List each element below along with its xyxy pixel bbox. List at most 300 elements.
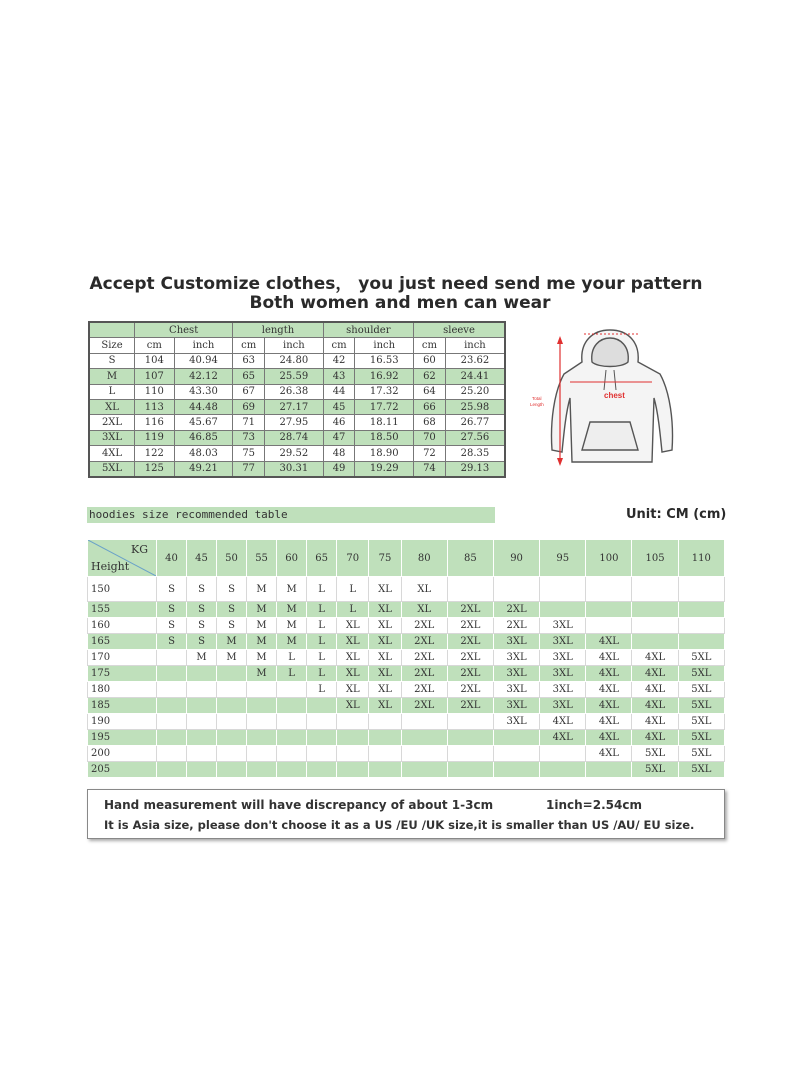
recommended-size-cell: [493, 762, 539, 778]
group-length: length: [233, 322, 323, 338]
notice-inch-conversion: 1inch=2.54cm: [546, 798, 642, 812]
group-sleeve: sleeve: [414, 322, 505, 338]
weight-header-cell: 100: [586, 540, 632, 577]
recommended-size-cell: 4XL: [586, 714, 632, 730]
size-row: [89, 461, 505, 477]
recommended-size-cell: 4XL: [632, 698, 678, 714]
recommended-size-cell: [277, 682, 307, 698]
size-value-cell: 68: [414, 415, 446, 430]
recommended-size-cell: [187, 698, 217, 714]
recommended-size-cell: [157, 762, 187, 778]
height-cell: 180: [88, 682, 157, 698]
recommended-size-cell: L: [337, 602, 369, 618]
recommended-size-cell: [540, 602, 586, 618]
size-value-cell: 67: [233, 384, 265, 399]
recommended-size-cell: 2XL: [447, 650, 493, 666]
recommended-size-cell: 3XL: [540, 666, 586, 682]
recommended-size-cell: S: [187, 618, 217, 634]
kg-height-corner: [88, 540, 157, 577]
recommended-size-cell: M: [247, 650, 277, 666]
size-subheader-cell: inch: [174, 338, 233, 353]
recommended-size-cell: [632, 618, 678, 634]
recommended-size-cell: 2XL: [401, 682, 447, 698]
recommended-size-cell: [187, 666, 217, 682]
weight-header-cell: 60: [277, 540, 307, 577]
recommended-size-cell: 2XL: [401, 618, 447, 634]
recommended-size-cell: [277, 762, 307, 778]
size-value-cell: 25.98: [445, 399, 505, 414]
size-value-cell: 69: [233, 399, 265, 414]
recommended-size-cell: [157, 682, 187, 698]
size-row: [89, 399, 505, 414]
recommended-size-cell: 4XL: [632, 682, 678, 698]
recommended-size-cell: [678, 602, 724, 618]
weight-header-cell: 85: [447, 540, 493, 577]
recommended-size-cell: 3XL: [493, 698, 539, 714]
recommended-size-cell: [401, 730, 447, 746]
recommended-size-cell: [540, 746, 586, 762]
recommended-size-cell: [447, 746, 493, 762]
weight-header-cell: 90: [493, 540, 539, 577]
size-value-cell: 44: [323, 384, 355, 399]
size-value-cell: 45: [323, 399, 355, 414]
height-label: Height: [91, 560, 130, 573]
recommended-size-cell: 2XL: [447, 682, 493, 698]
recommended-size-cell: 5XL: [678, 714, 724, 730]
size-subheader-cell: Size: [89, 338, 135, 353]
height-cell: 155: [88, 602, 157, 618]
size-table-subheader: [89, 338, 505, 353]
recommended-size-cell: XL: [369, 577, 401, 602]
recommended-size-cell: [247, 730, 277, 746]
size-value-cell: 27.56: [445, 430, 505, 445]
size-row: [89, 384, 505, 399]
recommended-size-cell: S: [157, 577, 187, 602]
recommended-size-cell: [447, 730, 493, 746]
size-value-cell: 125: [135, 461, 175, 477]
recommended-size-cell: 4XL: [632, 730, 678, 746]
size-name-cell: 2XL: [89, 415, 135, 430]
recommended-size-cell: 2XL: [447, 618, 493, 634]
recommended-size-cell: XL: [369, 618, 401, 634]
total-label: Total: [532, 396, 542, 401]
recommended-size-cell: L: [277, 650, 307, 666]
recommended-size-cell: [187, 682, 217, 698]
height-cell: 150: [88, 577, 157, 602]
weight-header-cell: 70: [337, 540, 369, 577]
recommended-size-cell: [632, 577, 678, 602]
recommended-size-cell: 5XL: [678, 650, 724, 666]
recommended-size-cell: [586, 602, 632, 618]
size-value-cell: 18.11: [355, 415, 414, 430]
recommended-size-cell: S: [217, 602, 247, 618]
weight-header-cell: 45: [187, 540, 217, 577]
size-value-cell: 26.38: [265, 384, 324, 399]
recommended-size-cell: [247, 698, 277, 714]
height-cell: 160: [88, 618, 157, 634]
recommended-size-cell: [217, 762, 247, 778]
recommended-size-cell: [632, 634, 678, 650]
recommended-size-cell: [632, 602, 678, 618]
size-value-cell: 45.67: [174, 415, 233, 430]
recommended-size-cell: 5XL: [678, 730, 724, 746]
weight-header-cell: 110: [678, 540, 724, 577]
recommended-size-cell: M: [217, 650, 247, 666]
recommended-size-cell: XL: [337, 618, 369, 634]
size-value-cell: 74: [414, 461, 446, 477]
recommended-size-cell: 3XL: [540, 698, 586, 714]
recommend-table: [87, 540, 725, 778]
recommended-size-cell: [493, 577, 539, 602]
height-cell: 190: [88, 714, 157, 730]
recommended-size-cell: [217, 746, 247, 762]
recommended-size-cell: 5XL: [632, 746, 678, 762]
size-name-cell: S: [89, 353, 135, 368]
recommended-size-cell: 3XL: [493, 714, 539, 730]
recommended-size-cell: [493, 746, 539, 762]
size-value-cell: 27.95: [265, 415, 324, 430]
recommended-size-cell: S: [157, 618, 187, 634]
recommended-size-cell: [447, 762, 493, 778]
recommended-size-cell: XL: [337, 682, 369, 698]
recommended-size-cell: XL: [369, 650, 401, 666]
recommended-size-cell: 4XL: [632, 714, 678, 730]
recommended-size-cell: 3XL: [493, 666, 539, 682]
recommended-size-cell: 4XL: [540, 730, 586, 746]
recommended-size-cell: [369, 730, 401, 746]
size-value-cell: 29.13: [445, 461, 505, 477]
recommended-size-cell: [277, 746, 307, 762]
recommended-size-cell: 2XL: [401, 666, 447, 682]
recommended-size-cell: XL: [337, 698, 369, 714]
recommended-size-cell: 3XL: [540, 618, 586, 634]
group-shoulder: shoulder: [323, 322, 413, 338]
size-subheader-cell: cm: [323, 338, 355, 353]
size-value-cell: 23.62: [445, 353, 505, 368]
recommended-size-cell: [447, 714, 493, 730]
recommended-size-cell: S: [217, 577, 247, 602]
recommended-size-cell: [247, 714, 277, 730]
kg-label: KG: [130, 543, 148, 556]
weight-header-cell: 105: [632, 540, 678, 577]
size-value-cell: 42: [323, 353, 355, 368]
recommended-size-cell: M: [247, 577, 277, 602]
recommend-row: [88, 698, 725, 714]
height-cell: 175: [88, 666, 157, 682]
length-label: Length: [530, 402, 544, 407]
recommended-size-cell: [217, 666, 247, 682]
unit-label: Unit: CM (cm): [626, 507, 727, 522]
size-value-cell: 48.03: [174, 446, 233, 461]
recommended-size-cell: [447, 577, 493, 602]
size-value-cell: 119: [135, 430, 175, 445]
size-value-cell: 113: [135, 399, 175, 414]
recommended-size-cell: 4XL: [586, 682, 632, 698]
recommended-size-cell: XL: [369, 666, 401, 682]
recommended-size-cell: 4XL: [632, 666, 678, 682]
recommended-size-cell: [307, 746, 337, 762]
recommended-size-cell: [678, 577, 724, 602]
recommended-size-cell: [540, 577, 586, 602]
size-value-cell: 62: [414, 369, 446, 384]
recommended-size-cell: 2XL: [493, 618, 539, 634]
recommended-size-cell: [247, 682, 277, 698]
recommended-size-cell: L: [307, 666, 337, 682]
height-cell: 170: [88, 650, 157, 666]
recommended-size-cell: M: [247, 666, 277, 682]
size-value-cell: 49.21: [174, 461, 233, 477]
recommended-size-cell: L: [307, 650, 337, 666]
size-value-cell: 28.35: [445, 446, 505, 461]
size-value-cell: 65: [233, 369, 265, 384]
size-value-cell: 77: [233, 461, 265, 477]
size-value-cell: 66: [414, 399, 446, 414]
recommended-size-cell: 4XL: [586, 650, 632, 666]
recommended-size-cell: XL: [369, 698, 401, 714]
recommended-size-cell: [337, 714, 369, 730]
recommended-size-cell: 2XL: [493, 602, 539, 618]
recommended-size-cell: 5XL: [632, 762, 678, 778]
recommended-size-cell: [277, 698, 307, 714]
recommended-size-cell: 4XL: [586, 634, 632, 650]
recommended-size-cell: S: [187, 602, 217, 618]
size-table-group-header: [89, 322, 505, 338]
size-value-cell: 25.59: [265, 369, 324, 384]
size-value-cell: 49: [323, 461, 355, 477]
size-value-cell: 42.12: [174, 369, 233, 384]
recommended-size-cell: 5XL: [678, 666, 724, 682]
size-subheader-cell: inch: [445, 338, 505, 353]
size-value-cell: 47: [323, 430, 355, 445]
size-value-cell: 26.77: [445, 415, 505, 430]
recommended-size-cell: L: [307, 682, 337, 698]
recommended-size-cell: [307, 762, 337, 778]
recommended-size-cell: [337, 746, 369, 762]
size-value-cell: 64: [414, 384, 446, 399]
recommended-size-cell: [586, 577, 632, 602]
recommended-size-cell: 5XL: [678, 746, 724, 762]
size-value-cell: 19.29: [355, 461, 414, 477]
size-value-cell: 24.80: [265, 353, 324, 368]
recommended-size-cell: 4XL: [586, 730, 632, 746]
recommended-size-cell: S: [157, 634, 187, 650]
recommended-size-cell: [678, 618, 724, 634]
recommended-size-cell: 2XL: [447, 666, 493, 682]
size-value-cell: 122: [135, 446, 175, 461]
weight-header-cell: 95: [540, 540, 586, 577]
recommended-size-cell: 3XL: [493, 634, 539, 650]
weight-header-cell: 40: [157, 540, 187, 577]
recommended-size-cell: XL: [369, 602, 401, 618]
recommended-size-cell: S: [187, 634, 217, 650]
weight-header-cell: 55: [247, 540, 277, 577]
weight-header-cell: 80: [401, 540, 447, 577]
size-row: [89, 430, 505, 445]
recommended-size-cell: M: [277, 618, 307, 634]
recommended-size-cell: [540, 762, 586, 778]
size-value-cell: 30.31: [265, 461, 324, 477]
recommend-row: [88, 618, 725, 634]
size-value-cell: 46.85: [174, 430, 233, 445]
size-subheader-cell: cm: [135, 338, 175, 353]
recommended-size-cell: [307, 730, 337, 746]
recommended-size-cell: [337, 762, 369, 778]
chest-label: chest: [604, 391, 625, 400]
size-value-cell: 25.20: [445, 384, 505, 399]
size-value-cell: 73: [233, 430, 265, 445]
weight-header-cell: 75: [369, 540, 401, 577]
recommended-size-cell: 5XL: [678, 698, 724, 714]
size-value-cell: 24.41: [445, 369, 505, 384]
recommend-row: [88, 762, 725, 778]
size-name-cell: 5XL: [89, 461, 135, 477]
recommend-row: [88, 682, 725, 698]
size-subheader-cell: inch: [355, 338, 414, 353]
height-cell: 185: [88, 698, 157, 714]
recommended-size-cell: [369, 762, 401, 778]
recommend-row: [88, 746, 725, 762]
recommended-size-cell: [157, 714, 187, 730]
recommended-size-cell: [157, 746, 187, 762]
recommended-size-cell: [187, 762, 217, 778]
height-cell: 195: [88, 730, 157, 746]
recommended-size-cell: 5XL: [678, 682, 724, 698]
recommended-size-cell: [277, 730, 307, 746]
recommended-size-cell: [217, 682, 247, 698]
recommended-size-cell: L: [307, 634, 337, 650]
recommended-size-cell: [678, 634, 724, 650]
size-value-cell: 16.92: [355, 369, 414, 384]
size-value-cell: 48: [323, 446, 355, 461]
recommended-size-cell: [586, 618, 632, 634]
recommended-size-cell: XL: [337, 634, 369, 650]
recommend-caption: hoodies size recommended table: [87, 507, 495, 523]
recommended-size-cell: S: [187, 577, 217, 602]
recommended-size-cell: 3XL: [540, 634, 586, 650]
group-chest: Chest: [135, 322, 233, 338]
size-name-cell: L: [89, 384, 135, 399]
recommended-size-cell: [401, 746, 447, 762]
recommended-size-cell: L: [307, 577, 337, 602]
recommended-size-cell: M: [277, 634, 307, 650]
recommended-size-cell: XL: [401, 602, 447, 618]
recommended-size-cell: 4XL: [632, 650, 678, 666]
recommended-size-cell: [247, 762, 277, 778]
size-value-cell: 63: [233, 353, 265, 368]
recommended-size-cell: [277, 714, 307, 730]
recommended-size-cell: [401, 714, 447, 730]
recommend-row: [88, 634, 725, 650]
recommended-size-cell: M: [277, 577, 307, 602]
recommended-size-cell: [217, 730, 247, 746]
recommended-size-cell: 3XL: [493, 650, 539, 666]
size-value-cell: 43: [323, 369, 355, 384]
recommended-size-cell: 2XL: [447, 602, 493, 618]
size-subheader-cell: cm: [233, 338, 265, 353]
size-value-cell: 27.17: [265, 399, 324, 414]
recommended-size-cell: M: [217, 634, 247, 650]
recommended-size-cell: XL: [369, 634, 401, 650]
recommended-size-cell: 4XL: [586, 666, 632, 682]
size-value-cell: 16.53: [355, 353, 414, 368]
size-value-cell: 18.90: [355, 446, 414, 461]
recommended-size-cell: [307, 714, 337, 730]
size-value-cell: 72: [414, 446, 446, 461]
recommended-size-cell: 3XL: [540, 682, 586, 698]
recommended-size-cell: 2XL: [401, 650, 447, 666]
size-value-cell: 17.32: [355, 384, 414, 399]
recommended-size-cell: L: [307, 602, 337, 618]
recommended-size-cell: 3XL: [540, 650, 586, 666]
size-name-cell: XL: [89, 399, 135, 414]
size-value-cell: 46: [323, 415, 355, 430]
size-value-cell: 60: [414, 353, 446, 368]
recommended-size-cell: 3XL: [493, 682, 539, 698]
recommended-size-cell: [187, 730, 217, 746]
weight-header-cell: 65: [307, 540, 337, 577]
notice-discrepancy: Hand measurement will have discrepancy of about 1-3cm: [104, 798, 494, 812]
recommended-size-cell: [157, 666, 187, 682]
size-value-cell: 116: [135, 415, 175, 430]
recommend-row: [88, 730, 725, 746]
size-value-cell: 71: [233, 415, 265, 430]
recommended-size-cell: M: [247, 618, 277, 634]
recommended-size-cell: [493, 730, 539, 746]
size-row: [89, 415, 505, 430]
recommend-row: [88, 666, 725, 682]
notice-asia-size: It is Asia size, please don't choose it as a US /EU /UK size,it is smaller than US /AU/ EU size.: [104, 818, 695, 832]
hoodie-diagram: [520, 322, 720, 472]
height-cell: 165: [88, 634, 157, 650]
size-value-cell: 75: [233, 446, 265, 461]
recommended-size-cell: [217, 698, 247, 714]
recommended-size-cell: 5XL: [678, 762, 724, 778]
size-value-cell: 70: [414, 430, 446, 445]
size-name-cell: 3XL: [89, 430, 135, 445]
size-row: [89, 369, 505, 384]
headline-customize: Accept Customize clothes， you just need send me your pattern: [89, 274, 703, 294]
recommended-size-cell: S: [157, 602, 187, 618]
recommended-size-cell: XL: [337, 666, 369, 682]
size-name-cell: 4XL: [89, 446, 135, 461]
recommended-size-cell: [401, 762, 447, 778]
recommended-size-cell: M: [247, 602, 277, 618]
size-name-cell: M: [89, 369, 135, 384]
recommended-size-cell: L: [277, 666, 307, 682]
recommended-size-cell: [157, 730, 187, 746]
recommended-size-cell: [247, 746, 277, 762]
recommended-size-cell: 2XL: [447, 634, 493, 650]
recommended-size-cell: [586, 762, 632, 778]
recommended-size-cell: [337, 730, 369, 746]
height-cell: 205: [88, 762, 157, 778]
recommended-size-cell: [217, 714, 247, 730]
size-row: [89, 446, 505, 461]
recommended-size-cell: [157, 698, 187, 714]
recommended-size-cell: XL: [401, 577, 447, 602]
recommended-size-cell: M: [187, 650, 217, 666]
recommended-size-cell: [369, 714, 401, 730]
recommended-size-cell: 2XL: [447, 698, 493, 714]
size-subheader-cell: cm: [414, 338, 446, 353]
recommended-size-cell: [307, 698, 337, 714]
height-cell: 200: [88, 746, 157, 762]
recommended-size-cell: [157, 650, 187, 666]
size-value-cell: 43.30: [174, 384, 233, 399]
recommend-row: [88, 650, 725, 666]
recommended-size-cell: [369, 746, 401, 762]
recommended-size-cell: [187, 714, 217, 730]
